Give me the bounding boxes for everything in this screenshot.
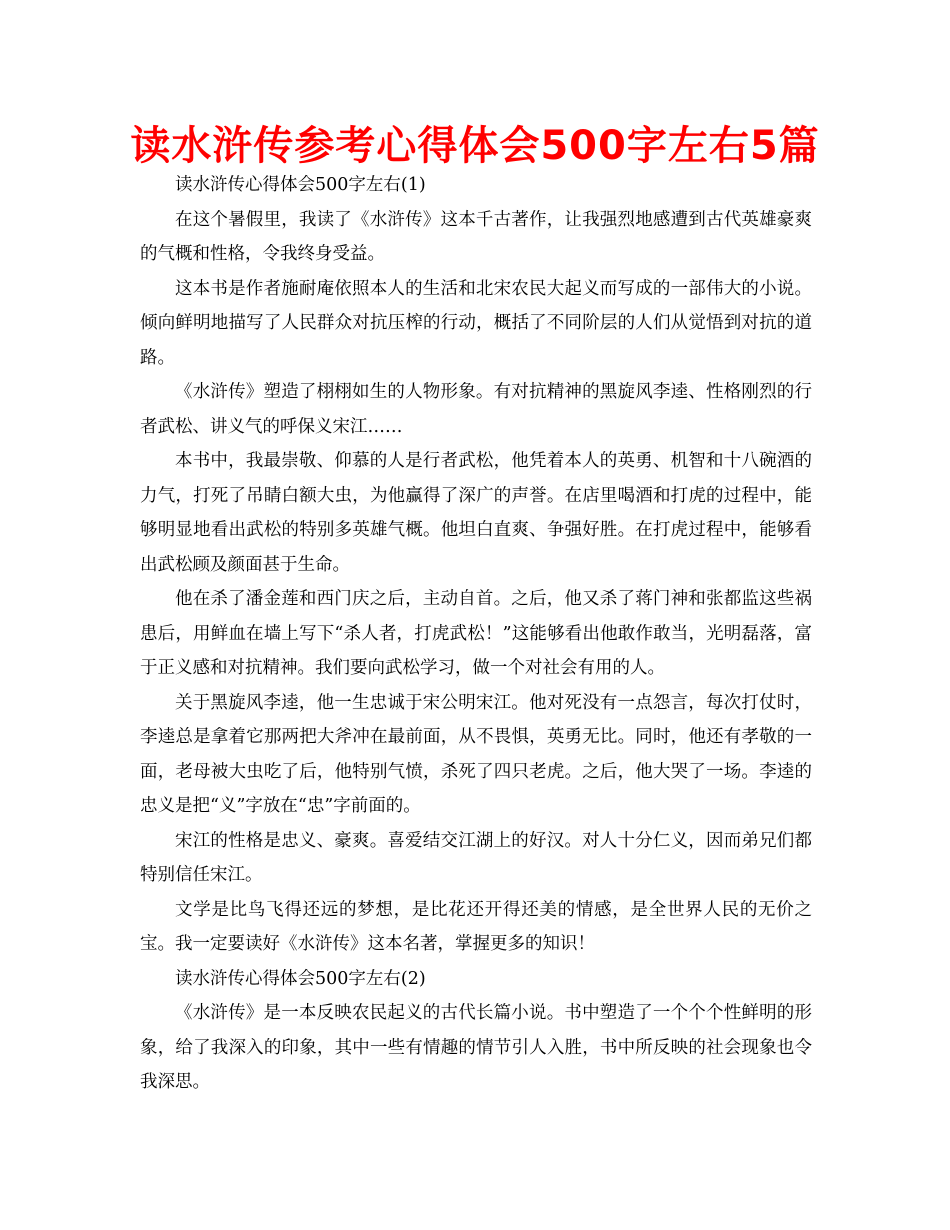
paragraph: 这本书是作者施耐庵依照本人的生活和北宋农民大起义而写成的一部伟大的小说。倾向鲜明地描写了人民群众对抗压榨的行动，概括了不同阶层的人们从觉悟到对抗的道路。 [140, 278, 812, 368]
paragraph: 本书中，我最崇敬、仰慕的人是行者武松，他凭着本人的英勇、机智和十八碗酒的力气，打死了吊睛白额大虫，为他赢得了深广的声誉。在店里喝酒和打虎的过程中，能够明显地看出武松的特别多英雄气概。他坦白直爽、争强好胜。在打虎过程中，能够看出武松顾及颜面甚于生命。 [140, 451, 812, 575]
paragraph: 关于黑旋风李逵，他一生忠诚于宋公明宋江。他对死没有一点怨言，每次打仗时，李逵总是拿着它那两把大斧冲在最前面，从不畏惧，英勇无比。同时，他还有孝敬的一面，老母被大虫吃了后，他特别气愤，杀死了四只老虎。之后，他大哭了一场。李逵的忠义是把“义”字放在“忠”字前面的。 [140, 692, 812, 816]
paragraph: 他在杀了潘金莲和西门庆之后，主动自首。之后，他又杀了蒋门神和张都监这些祸患后，用鲜血在墙上写下“杀人者，打虎武松！”这能够看出他敢作敢当，光明磊落，富于正义感和对抗精神。我们要向武松学习，做一个对社会有用的人。 [140, 589, 812, 678]
paragraph: 宋江的性格是忠义、豪爽。喜爱结交江湖上的好汉。对人十分仁义，因而弟兄们都特别信任宋江。 [140, 830, 812, 885]
document-body [140, 168, 812, 1100]
section-heading: 读水浒传心得体会500字左右(2) [175, 968, 426, 989]
paragraph: 《水浒传》塑造了栩栩如生的人物形象。有对抗精神的黑旋风李逵、性格刚烈的行者武松、讲义气的呼保义宋江…… [140, 382, 812, 437]
paragraph: 文学是比鸟飞得还远的梦想，是比花还开得还美的情感，是全世界人民的无价之宝。我一定要读好《水浒传》这本名著，掌握更多的知识！ [140, 899, 812, 954]
document-title: 读水浒传参考心得体会500字左右5篇 [130, 123, 820, 169]
section-heading: 读水浒传心得体会500字左右(1) [175, 175, 426, 195]
paragraph: 在这个暑假里，我读了《水浒传》这本千古著作，让我强烈地感遭到古代英雄豪爽的气概和性格，令我终身受益。 [140, 209, 812, 264]
paragraph: 《水浒传》是一本反映农民起义的古代长篇小说。书中塑造了一个个个性鲜明的形象，给了我深入的印象，其中一些有情趣的情节引人入胜，书中所反映的社会现象也令我深思。 [140, 1003, 812, 1092]
